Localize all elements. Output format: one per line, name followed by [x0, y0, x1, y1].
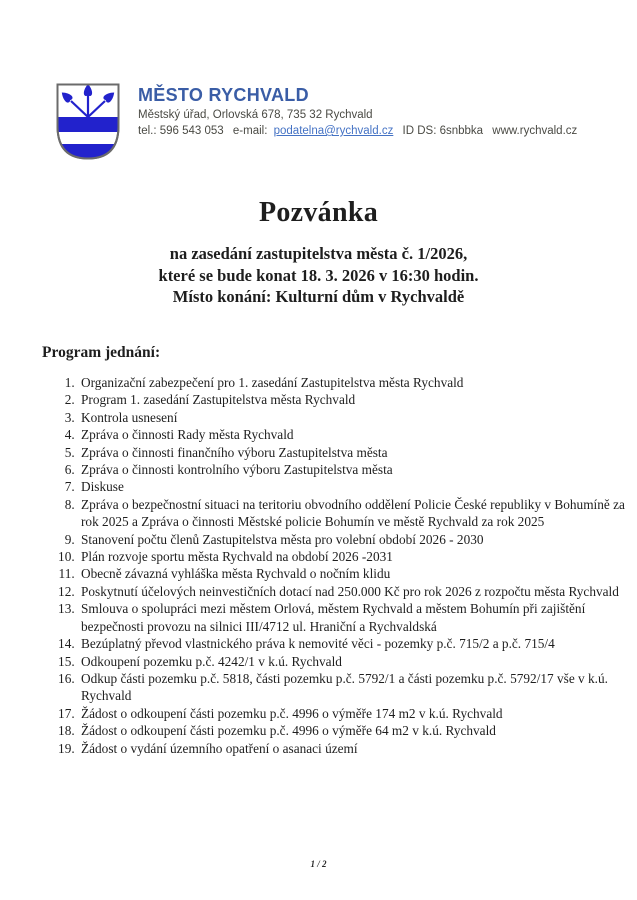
document-title: Pozvánka	[258, 197, 379, 228]
program-list-item: 16. Odkup části pozemku p.č. 5818, části pozemku p.č. 5792/1 a části pozemku p.č. 5792/17 vše v k.ú. Rychvald	[78, 670, 626, 705]
org-phone: tel.: 596 543 053	[138, 125, 224, 137]
program-list-item: 10. Plán rozvoje sportu města Rychvald na období 2026 -2031	[78, 548, 626, 565]
program-list-item: 1. Organizační zabezpečení pro 1. zasedání Zastupitelstva města Rychvald	[78, 374, 626, 391]
subtitle-line-3: Místo konání: Kulturní dům v Rychvaldě	[172, 287, 465, 306]
program-list-item: 11. Obecně závazná vyhláška města Rychvald o nočním klidu	[78, 565, 626, 582]
letterhead-text	[138, 82, 583, 139]
program-list-item: 9. Stanovení počtu členů Zastupitelstva města pro volební období 2026 - 2030	[78, 531, 626, 548]
program-heading: Program jednání:	[42, 344, 161, 361]
program-list	[42, 374, 626, 757]
subtitle-line-2: které se bude konat 18. 3. 2026 v 16:30 hodin.	[158, 265, 479, 285]
email-link[interactable]: podatelna@rychvald.cz	[273, 125, 394, 137]
page-footer	[0, 859, 637, 869]
org-name: MĚSTO RYCHVALD	[138, 85, 309, 105]
program-list-item: 6. Zpráva o činnosti kontrolního výboru Zastupitelstva města	[78, 461, 626, 478]
org-data-box-id: ID DS: 6snbbka	[402, 125, 484, 137]
email-label: e-mail:	[232, 125, 268, 137]
program-list-item: 7. Diskuse	[78, 478, 626, 495]
letterhead	[55, 82, 583, 161]
subtitle	[0, 243, 637, 308]
city-coat-of-arms-icon	[55, 82, 121, 161]
program-list-item: 19. Žádost o vydání územního opatření o asanaci území	[78, 740, 626, 757]
page-number: 1 / 2	[310, 859, 327, 869]
org-website: www.rychvald.cz	[492, 125, 578, 137]
program-list-item: 2. Program 1. zasedání Zastupitelstva města Rychvald	[78, 391, 626, 408]
program-list-item: 13. Smlouva o spolupráci mezi městem Orlová, městem Rychvald a městem Bohumín při zajištění bezpečnosti provozu na silnici III/4712 ul. Hraniční a Rychvaldská	[78, 600, 626, 635]
program-list-item: 3. Kontrola usnesení	[78, 409, 626, 426]
program-list-item: 4. Zpráva o činnosti Rady města Rychvald	[78, 426, 626, 443]
program-list-item: 12. Poskytnutí účelových neinvestičních dotací nad 250.000 Kč pro rok 2026 z rozpočtu města Rychvald	[78, 583, 626, 600]
program-list-item: 8. Zpráva o bezpečnostní situaci na teritoriu obvodního oddělení Policie České republiky v Bohumíně za rok 2025 a Zpráva o činnosti Městské policie Bohumín ve městě Rychvald za rok 2025	[78, 496, 626, 531]
program-list-item: 14. Bezúplatný převod vlastnického práva k nemovité věci - pozemky p.č. 715/2 a p.č. 715/4	[78, 635, 626, 652]
org-contact-line	[138, 124, 583, 139]
program-list-item: 18. Žádost o odkoupení části pozemku p.č. 4996 o výměře 64 m2 v k.ú. Rychvald	[78, 722, 626, 739]
subtitle-line-1: na zasedání zastupitelstva města č. 1/2026,	[169, 244, 468, 263]
program-list-item: 5. Zpráva o činnosti finančního výboru Zastupitelstva města	[78, 444, 626, 461]
program-list-item: 17. Žádost o odkoupení části pozemku p.č. 4996 o výměře 174 m2 v k.ú. Rychvald	[78, 705, 626, 722]
org-address: Městský úřad, Orlovská 678, 735 32 Rychvald	[138, 109, 373, 121]
program-list-item: 15. Odkoupení pozemku p.č. 4242/1 v k.ú. Rychvald	[78, 653, 626, 670]
